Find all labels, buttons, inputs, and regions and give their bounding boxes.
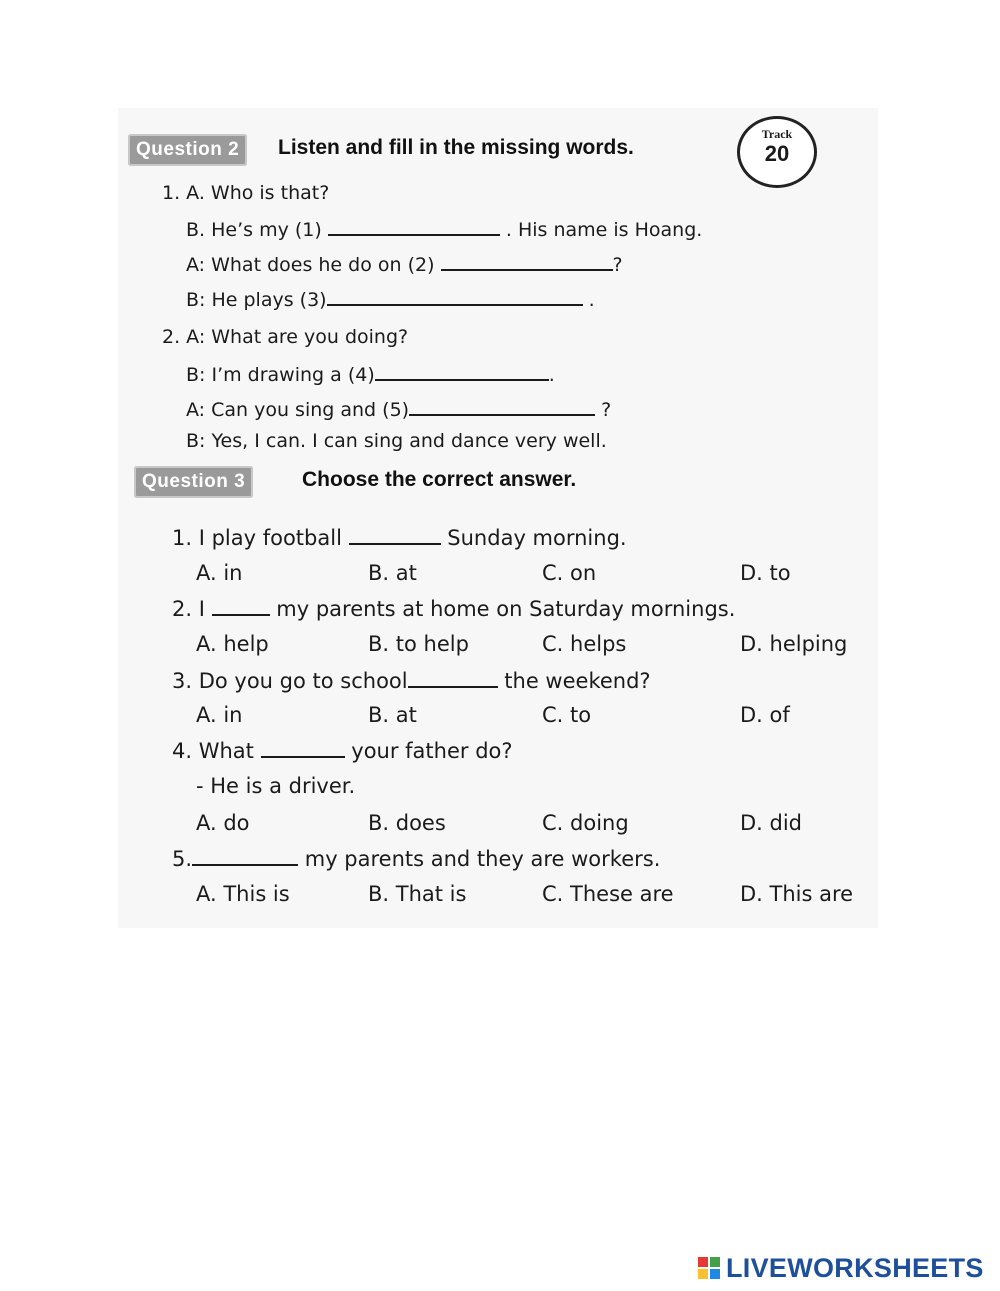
q3-item-1-blank — [349, 525, 441, 545]
question-2-title: Listen and fill in the missing words. — [278, 136, 634, 159]
q2-line-4-suffix: . — [588, 289, 595, 311]
q2-line-6-suffix: . — [548, 364, 555, 386]
track-badge — [737, 116, 817, 188]
q3-item-2-after: my parents at home on Saturday mornings. — [276, 597, 736, 621]
q3-item-5-option-d[interactable]: D. This are — [740, 882, 854, 906]
q2-line-8-text: B: Yes, I can. I can sing and dance very well. — [186, 430, 607, 452]
q3-item-2 — [172, 596, 735, 621]
q2-line-5-text: 2. A: What are you doing? — [162, 326, 409, 348]
icon-square-blue — [710, 1269, 720, 1279]
track-label: Track — [761, 127, 793, 141]
icon-square-yellow — [698, 1269, 708, 1279]
q3-item-4-after: your father do? — [351, 739, 513, 763]
q2-line-3 — [186, 251, 623, 276]
q3-item-1-option-d[interactable]: D. to — [740, 561, 791, 585]
q3-item-1 — [172, 525, 627, 550]
blank-4-input[interactable] — [375, 361, 549, 381]
q3-item-1-after: Sunday morning. — [447, 526, 627, 550]
brand-text: LIVEWORKSHEETS — [726, 1252, 984, 1283]
q2-line-2-suffix: . His name is Hoang. — [505, 219, 703, 241]
q3-item-4 — [172, 738, 513, 763]
blank-5-input[interactable] — [409, 396, 595, 416]
q2-line-7-suffix: ? — [601, 399, 612, 421]
q3-item-5 — [172, 846, 660, 871]
q3-item-2-option-b[interactable]: B. to help — [368, 632, 469, 656]
blank-1-input[interactable] — [328, 216, 500, 236]
q2-line-1 — [162, 182, 329, 204]
q3-item-2-option-a[interactable]: A. help — [196, 632, 269, 656]
q3-item-5-option-a[interactable]: A. This is — [196, 882, 290, 906]
q2-line-2 — [186, 216, 702, 241]
track-number: 20 — [764, 141, 790, 166]
q2-line-8 — [186, 430, 607, 452]
q2-line-4 — [186, 286, 595, 311]
q3-item-1-option-c[interactable]: C. on — [542, 561, 597, 585]
q3-item-3 — [172, 668, 651, 693]
q3-item-1-before: 1. I play football — [172, 526, 342, 550]
q3-item-1-option-a[interactable]: A. in — [196, 561, 243, 585]
q3-item-1-option-b[interactable]: B. at — [368, 561, 417, 585]
q3-item-4-option-a[interactable]: A. do — [196, 811, 250, 835]
q3-item-4-option-d[interactable]: D. did — [740, 811, 803, 835]
q2-line-3-suffix: ? — [612, 254, 623, 276]
q2-line-5 — [162, 326, 408, 348]
liveworksheets-logo[interactable] — [698, 1253, 984, 1283]
q3-item-4-blank — [261, 738, 345, 758]
q2-line-2-prefix: B. He’s my (1) — [186, 219, 322, 241]
q3-item-2-option-d[interactable]: D. helping — [740, 632, 848, 656]
q2-line-4-prefix: B: He plays (3) — [186, 289, 327, 311]
q2-line-6-prefix: B: I’m drawing a (4) — [186, 364, 375, 386]
q3-item-4-before: 4. What — [172, 739, 254, 763]
q3-item-2-option-c[interactable]: C. helps — [542, 632, 627, 656]
q2-line-7-prefix: A: Can you sing and (5) — [186, 399, 410, 421]
q3-item-3-option-d[interactable]: D. of — [740, 703, 790, 727]
q3-item-4-option-b[interactable]: B. does — [368, 811, 446, 835]
liveworksheets-icon — [698, 1257, 720, 1279]
q3-item-3-option-b[interactable]: B. at — [368, 703, 417, 727]
q3-item-3-blank — [408, 668, 498, 688]
q3-item-2-before: 2. I — [172, 597, 205, 621]
icon-square-red — [698, 1257, 708, 1267]
q2-line-6 — [186, 361, 555, 386]
blank-3-input[interactable] — [327, 286, 583, 306]
q3-item-5-after: my parents and they are workers. — [304, 847, 661, 871]
q2-line-3-prefix: A: What does he do on (2) — [186, 254, 435, 276]
blank-2-input[interactable] — [441, 251, 613, 271]
q3-item-5-blank — [192, 846, 298, 866]
q3-item-3-before: 3. Do you go to school — [172, 669, 408, 693]
q3-item-4-option-c[interactable]: C. doing — [542, 811, 629, 835]
question-3-title: Choose the correct answer. — [302, 468, 577, 491]
q3-item-3-option-c[interactable]: C. to — [542, 703, 592, 727]
q3-item-5-option-c[interactable]: C. These are — [542, 882, 674, 906]
question-3-badge: Question 3 — [134, 466, 253, 498]
question-2-badge: Question 2 — [128, 134, 247, 166]
q3-item-5-option-b[interactable]: B. That is — [368, 882, 467, 906]
icon-square-green — [710, 1257, 720, 1267]
q3-item-3-option-a[interactable]: A. in — [196, 703, 243, 727]
q3-item-3-after: the weekend? — [504, 669, 651, 693]
q3-item-5-before: 5. — [172, 847, 193, 871]
q3-item-2-blank — [212, 596, 270, 616]
q2-line-7 — [186, 396, 611, 421]
q3-item-4-extra: - He is a driver. — [196, 774, 356, 798]
q2-line-1-text: 1. A. Who is that? — [162, 182, 330, 204]
